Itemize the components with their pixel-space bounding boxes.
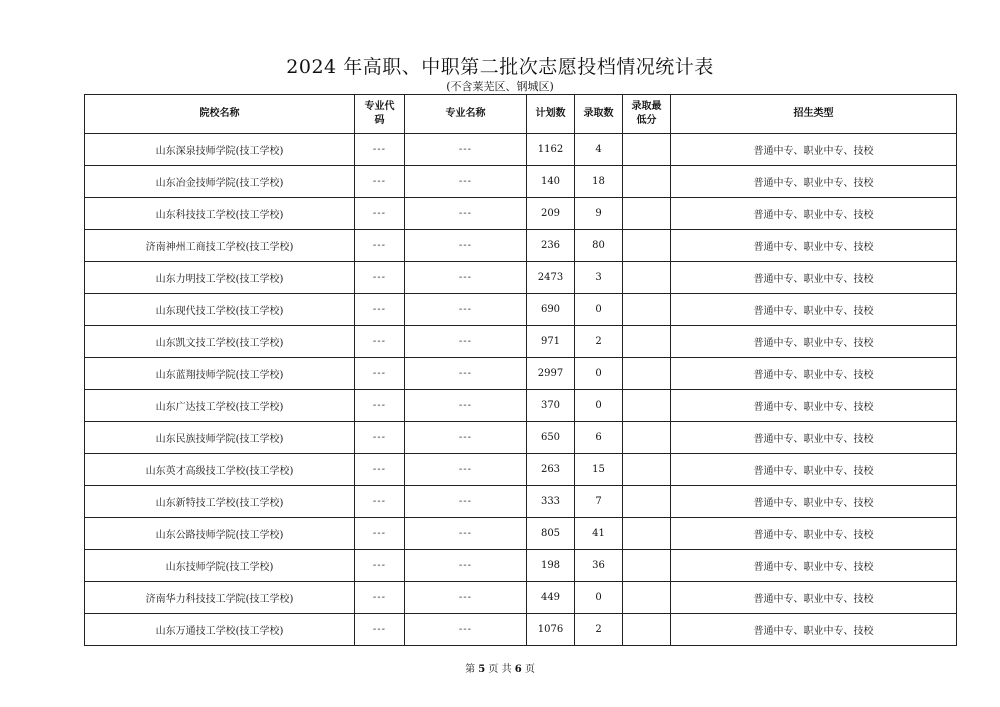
cell-type: 普通中专、职业中专、技校 bbox=[671, 518, 957, 550]
cell-min-score bbox=[623, 230, 671, 262]
table-row bbox=[85, 390, 957, 422]
cell-major-name: --- bbox=[405, 230, 527, 262]
cell-major-code: --- bbox=[355, 166, 405, 198]
cell-major-code: --- bbox=[355, 390, 405, 422]
cell-school: 山东广达技工学校(技工学校) bbox=[85, 390, 355, 422]
table-row bbox=[85, 614, 957, 646]
table-row bbox=[85, 198, 957, 230]
page-title: 2024 年高职、中职第二批次志愿投档情况统计表 bbox=[286, 56, 714, 78]
cell-admitted: 3 bbox=[575, 262, 623, 294]
cell-type: 普通中专、职业中专、技校 bbox=[671, 198, 957, 230]
cell-major-code: --- bbox=[355, 134, 405, 166]
cell-admitted: 2 bbox=[575, 326, 623, 358]
page-subtitle: (不含莱芜区、钢城区) bbox=[446, 80, 554, 93]
cell-plan: 650 bbox=[527, 422, 575, 454]
table-row bbox=[85, 134, 957, 166]
cell-min-score bbox=[623, 358, 671, 390]
cell-min-score bbox=[623, 166, 671, 198]
cell-min-score bbox=[623, 550, 671, 582]
footer-suffix: 页 bbox=[524, 664, 535, 675]
cell-major-name: --- bbox=[405, 166, 527, 198]
header-min-score: 录取最低分 bbox=[623, 95, 671, 134]
cell-school: 山东公路技师学院(技工学校) bbox=[85, 518, 355, 550]
footer-page-number: 5 bbox=[478, 664, 486, 675]
cell-plan: 690 bbox=[527, 294, 575, 326]
cell-min-score bbox=[623, 326, 671, 358]
cell-school: 山东英才高级技工学校(技工学校) bbox=[85, 454, 355, 486]
cell-min-score bbox=[623, 262, 671, 294]
cell-major-name: --- bbox=[405, 326, 527, 358]
table-row bbox=[85, 518, 957, 550]
cell-plan: 805 bbox=[527, 518, 575, 550]
cell-min-score bbox=[623, 422, 671, 454]
cell-type: 普通中专、职业中专、技校 bbox=[671, 358, 957, 390]
cell-major-code: --- bbox=[355, 326, 405, 358]
cell-min-score bbox=[623, 614, 671, 646]
cell-plan: 2997 bbox=[527, 358, 575, 390]
cell-type: 普通中专、职业中专、技校 bbox=[671, 166, 957, 198]
cell-major-name: --- bbox=[405, 390, 527, 422]
cell-school: 山东凯文技工学校(技工学校) bbox=[85, 326, 355, 358]
cell-min-score bbox=[623, 518, 671, 550]
header-major-name: 专业名称 bbox=[405, 95, 527, 134]
cell-plan: 140 bbox=[527, 166, 575, 198]
cell-major-name: --- bbox=[405, 486, 527, 518]
cell-school: 山东冶金技师学院(技工学校) bbox=[85, 166, 355, 198]
cell-major-code: --- bbox=[355, 230, 405, 262]
table-row bbox=[85, 294, 957, 326]
cell-admitted: 41 bbox=[575, 518, 623, 550]
footer-total-pages: 6 bbox=[514, 664, 522, 675]
cell-type: 普通中专、职业中专、技校 bbox=[671, 614, 957, 646]
cell-type: 普通中专、职业中专、技校 bbox=[671, 550, 957, 582]
cell-admitted: 9 bbox=[575, 198, 623, 230]
table-row bbox=[85, 230, 957, 262]
cell-admitted: 18 bbox=[575, 166, 623, 198]
table-body bbox=[85, 134, 957, 646]
cell-plan: 263 bbox=[527, 454, 575, 486]
cell-type: 普通中专、职业中专、技校 bbox=[671, 326, 957, 358]
cell-plan: 333 bbox=[527, 486, 575, 518]
header-major-code: 专业代码 bbox=[355, 95, 405, 134]
header-admitted: 录取数 bbox=[575, 95, 623, 134]
cell-type: 普通中专、职业中专、技校 bbox=[671, 390, 957, 422]
cell-min-score bbox=[623, 390, 671, 422]
cell-major-name: --- bbox=[405, 550, 527, 582]
cell-type: 普通中专、职业中专、技校 bbox=[671, 486, 957, 518]
cell-major-name: --- bbox=[405, 294, 527, 326]
cell-min-score bbox=[623, 486, 671, 518]
cell-school: 济南华力科技技工学院(技工学校) bbox=[85, 582, 355, 614]
cell-admitted: 0 bbox=[575, 390, 623, 422]
header-type: 招生类型 bbox=[671, 95, 957, 134]
cell-plan: 198 bbox=[527, 550, 575, 582]
cell-school: 山东科技技工学校(技工学校) bbox=[85, 198, 355, 230]
cell-type: 普通中专、职业中专、技校 bbox=[671, 230, 957, 262]
cell-major-name: --- bbox=[405, 262, 527, 294]
cell-school: 山东民族技师学院(技工学校) bbox=[85, 422, 355, 454]
table-header-row bbox=[85, 95, 957, 134]
cell-type: 普通中专、职业中专、技校 bbox=[671, 582, 957, 614]
cell-plan: 971 bbox=[527, 326, 575, 358]
table-row bbox=[85, 358, 957, 390]
cell-plan: 449 bbox=[527, 582, 575, 614]
cell-type: 普通中专、职业中专、技校 bbox=[671, 454, 957, 486]
header-school: 院校名称 bbox=[85, 95, 355, 134]
table-row bbox=[85, 422, 957, 454]
cell-plan: 209 bbox=[527, 198, 575, 230]
cell-school: 山东深泉技师学院(技工学校) bbox=[85, 134, 355, 166]
cell-major-name: --- bbox=[405, 198, 527, 230]
cell-admitted: 36 bbox=[575, 550, 623, 582]
cell-major-code: --- bbox=[355, 550, 405, 582]
table-row bbox=[85, 326, 957, 358]
cell-admitted: 7 bbox=[575, 486, 623, 518]
cell-type: 普通中专、职业中专、技校 bbox=[671, 422, 957, 454]
cell-admitted: 0 bbox=[575, 358, 623, 390]
cell-major-code: --- bbox=[355, 262, 405, 294]
cell-major-name: --- bbox=[405, 358, 527, 390]
cell-major-name: --- bbox=[405, 614, 527, 646]
cell-major-code: --- bbox=[355, 518, 405, 550]
cell-type: 普通中专、职业中专、技校 bbox=[671, 262, 957, 294]
cell-major-code: --- bbox=[355, 582, 405, 614]
cell-major-code: --- bbox=[355, 454, 405, 486]
cell-admitted: 2 bbox=[575, 614, 623, 646]
cell-plan: 1076 bbox=[527, 614, 575, 646]
cell-admitted: 15 bbox=[575, 454, 623, 486]
cell-major-name: --- bbox=[405, 582, 527, 614]
footer-mid: 页 共 bbox=[488, 664, 512, 675]
cell-admitted: 6 bbox=[575, 422, 623, 454]
header-plan: 计划数 bbox=[527, 95, 575, 134]
table-row bbox=[85, 262, 957, 294]
cell-school: 山东现代技工学校(技工学校) bbox=[85, 294, 355, 326]
cell-min-score bbox=[623, 294, 671, 326]
cell-plan: 2473 bbox=[527, 262, 575, 294]
cell-major-code: --- bbox=[355, 614, 405, 646]
cell-admitted: 4 bbox=[575, 134, 623, 166]
footer-prefix: 第 bbox=[465, 664, 476, 675]
cell-major-code: --- bbox=[355, 294, 405, 326]
cell-school: 济南神州工商技工学校(技工学校) bbox=[85, 230, 355, 262]
cell-major-name: --- bbox=[405, 422, 527, 454]
table-row bbox=[85, 582, 957, 614]
cell-school: 山东技师学院(技工学校) bbox=[85, 550, 355, 582]
table-row bbox=[85, 550, 957, 582]
cell-plan: 370 bbox=[527, 390, 575, 422]
cell-major-code: --- bbox=[355, 486, 405, 518]
cell-major-code: --- bbox=[355, 422, 405, 454]
cell-min-score bbox=[623, 454, 671, 486]
cell-major-name: --- bbox=[405, 518, 527, 550]
table-row bbox=[85, 454, 957, 486]
cell-plan: 1162 bbox=[527, 134, 575, 166]
cell-school: 山东力明技工学校(技工学校) bbox=[85, 262, 355, 294]
cell-major-name: --- bbox=[405, 454, 527, 486]
cell-admitted: 0 bbox=[575, 582, 623, 614]
cell-type: 普通中专、职业中专、技校 bbox=[671, 294, 957, 326]
cell-school: 山东新特技工学校(技工学校) bbox=[85, 486, 355, 518]
cell-school: 山东蓝翔技师学院(技工学校) bbox=[85, 358, 355, 390]
admission-table bbox=[84, 94, 957, 646]
table-row bbox=[85, 486, 957, 518]
cell-major-code: --- bbox=[355, 198, 405, 230]
cell-admitted: 0 bbox=[575, 294, 623, 326]
cell-min-score bbox=[623, 582, 671, 614]
cell-min-score bbox=[623, 134, 671, 166]
cell-school: 山东万通技工学校(技工学校) bbox=[85, 614, 355, 646]
cell-admitted: 80 bbox=[575, 230, 623, 262]
cell-type: 普通中专、职业中专、技校 bbox=[671, 134, 957, 166]
table-row bbox=[85, 166, 957, 198]
cell-min-score bbox=[623, 198, 671, 230]
cell-major-code: --- bbox=[355, 358, 405, 390]
page-footer bbox=[0, 660, 1000, 675]
cell-major-name: --- bbox=[405, 134, 527, 166]
cell-plan: 236 bbox=[527, 230, 575, 262]
